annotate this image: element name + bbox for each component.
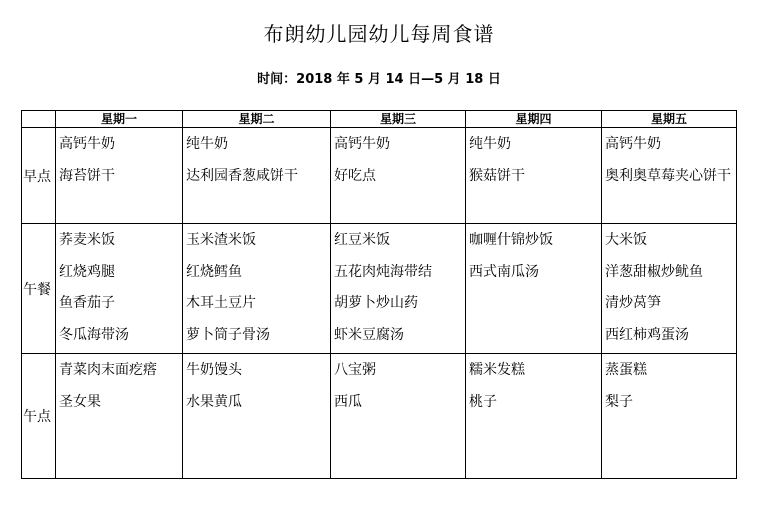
- dish: 桃子: [469, 393, 497, 410]
- dish: 糯米发糕: [469, 362, 525, 378]
- menu-cell: [56, 354, 183, 479]
- dish: 八宝粥: [334, 362, 376, 378]
- meal-label: 午餐: [22, 224, 56, 354]
- day-header: 星期三: [331, 111, 466, 128]
- menu-cell: [466, 224, 602, 354]
- date-range: 时间：2018 年 5 月 14 日—5 月 18 日: [257, 72, 501, 87]
- dish: 大米饭: [605, 232, 647, 248]
- day-header: 星期一: [56, 111, 183, 128]
- menu-cell: [183, 224, 331, 354]
- menu-cell: [183, 128, 331, 224]
- dish: 西式南瓜汤: [469, 263, 539, 280]
- meal-label: 早点: [22, 128, 56, 224]
- header-row: [22, 111, 737, 128]
- dish: 鱼香茄子: [59, 295, 115, 311]
- dish: 高钙牛奶: [334, 136, 390, 152]
- day-header: 星期二: [183, 111, 331, 128]
- menu-cell: [602, 354, 737, 479]
- corner-cell: [22, 111, 56, 128]
- menu-cell: [466, 354, 602, 479]
- menu-cell: [602, 224, 737, 354]
- dish: 达利园香葱咸饼干: [186, 167, 298, 184]
- dish: 梨子: [605, 393, 633, 410]
- dish: 胡萝卜炒山药: [334, 295, 418, 311]
- dish: 五花肉炖海带结: [334, 263, 432, 280]
- dish: 木耳土豆片: [186, 295, 256, 311]
- dish: 冬瓜海带汤: [59, 326, 129, 343]
- dish: 荞麦米饭: [59, 232, 115, 248]
- dish: 纯牛奶: [469, 136, 511, 152]
- weekly-menu-table: [21, 110, 737, 479]
- menu-cell: [56, 224, 183, 354]
- dish: 咖喱什锦炒饭: [469, 232, 553, 248]
- menu-cell: [331, 224, 466, 354]
- dish: 洋葱甜椒炒鱿鱼: [605, 263, 703, 280]
- dish: 西红柿鸡蛋汤: [605, 326, 689, 343]
- dish: 高钙牛奶: [59, 136, 115, 152]
- dish: 高钙牛奶: [605, 136, 661, 152]
- dish: 青菜肉末面疙瘩: [59, 362, 157, 378]
- menu-cell: [466, 128, 602, 224]
- dish: 清炒莴笋: [605, 295, 661, 311]
- dish: 牛奶馒头: [186, 362, 242, 378]
- meal-row-lunch: [22, 224, 737, 354]
- dish: 圣女果: [59, 393, 101, 410]
- dish: 红豆米饭: [334, 232, 390, 248]
- menu-cell: [56, 128, 183, 224]
- page-title: 布朗幼儿园幼儿每周食谱: [263, 22, 495, 46]
- meal-row-snack: [22, 354, 737, 479]
- dish: 西瓜: [334, 393, 362, 410]
- dish: 海苔饼干: [59, 167, 115, 184]
- day-header: 星期四: [466, 111, 602, 128]
- dish: 猴菇饼干: [469, 167, 525, 184]
- dish: 萝卜筒子骨汤: [186, 326, 270, 343]
- menu-cell: [331, 354, 466, 479]
- dish: 水果黄瓜: [186, 393, 242, 410]
- dish: 奥利奥草莓夹心饼干: [605, 167, 731, 184]
- dish: 蒸蛋糕: [605, 362, 647, 378]
- dish: 好吃点: [334, 167, 376, 184]
- day-header: 星期五: [602, 111, 737, 128]
- meal-label: 午点: [22, 354, 56, 479]
- dish: 纯牛奶: [186, 136, 228, 152]
- menu-cell: [331, 128, 466, 224]
- dish: 红烧鸡腿: [59, 263, 115, 280]
- meal-row-breakfast: [22, 128, 737, 224]
- dish: 红烧鳕鱼: [186, 263, 242, 280]
- dish: 玉米渣米饭: [186, 232, 256, 248]
- menu-cell: [602, 128, 737, 224]
- menu-cell: [183, 354, 331, 479]
- dish: 虾米豆腐汤: [334, 326, 404, 343]
